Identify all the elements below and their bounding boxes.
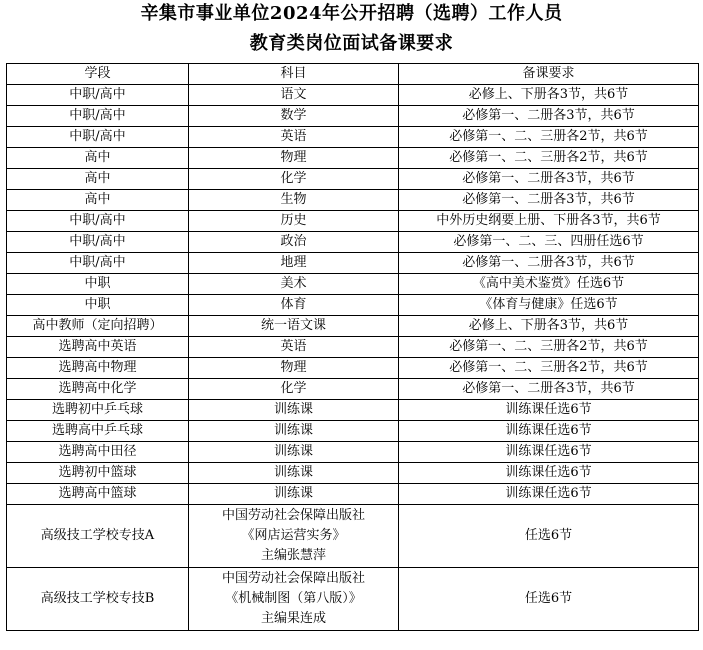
cell-requirement: 《高中美术鉴赏》任选6节 xyxy=(399,274,699,295)
table-row xyxy=(7,190,699,211)
cell-requirement: 必修第一、二册各3节，共6节 xyxy=(399,190,699,211)
table-row xyxy=(7,568,699,631)
cell-subject: 物理 xyxy=(189,358,399,379)
cell-requirement: 训练课任选6节 xyxy=(399,400,699,421)
cell-subject-line: 主编张慧萍 xyxy=(260,548,326,563)
cell-stage: 选聘初中篮球 xyxy=(7,463,189,484)
cell-subject: 历史 xyxy=(189,211,399,232)
table-row xyxy=(7,358,699,379)
cell-subject: 语文 xyxy=(189,85,399,106)
cell-requirement: 必修第一、二册各3节，共6节 xyxy=(399,253,699,274)
cell-stage: 选聘高中田径 xyxy=(7,442,189,463)
cell-subject-line: 主编果连成 xyxy=(260,611,326,626)
table-row xyxy=(7,274,699,295)
cell-subject: 美术 xyxy=(189,274,399,295)
table-row xyxy=(7,463,699,484)
cell-stage: 高中 xyxy=(7,148,189,169)
cell-subject: 化学 xyxy=(189,169,399,190)
cell-subject xyxy=(189,505,399,568)
cell-stage: 中职/高中 xyxy=(7,232,189,253)
table-row xyxy=(7,316,699,337)
requirements-table xyxy=(6,63,699,631)
table-header-row xyxy=(7,64,699,85)
table-row xyxy=(7,127,699,148)
table-row xyxy=(7,85,699,106)
cell-subject-line: 《机械制图（第八版）》 xyxy=(225,591,362,606)
table-row xyxy=(7,379,699,400)
table-body xyxy=(7,85,699,631)
cell-subject: 英语 xyxy=(189,127,399,148)
cell-subject: 统一语文课 xyxy=(189,316,399,337)
cell-requirement: 训练课任选6节 xyxy=(399,421,699,442)
cell-subject: 地理 xyxy=(189,253,399,274)
cell-requirement: 任选6节 xyxy=(399,505,699,568)
cell-requirement: 必修上、下册各3节，共6节 xyxy=(399,85,699,106)
header-requirement: 备课要求 xyxy=(399,64,699,85)
cell-requirement: 《体育与健康》任选6节 xyxy=(399,295,699,316)
cell-requirement: 必修第一、二册各3节，共6节 xyxy=(399,169,699,190)
cell-requirement: 训练课任选6节 xyxy=(399,442,699,463)
cell-subject: 化学 xyxy=(189,379,399,400)
cell-requirement: 必修第一、二、三册各2节，共6节 xyxy=(399,148,699,169)
cell-subject: 训练课 xyxy=(189,484,399,505)
table-row xyxy=(7,442,699,463)
cell-subject-line: 中国劳动社会保障出版社 xyxy=(221,508,365,523)
table-row xyxy=(7,295,699,316)
cell-subject-line: 中国劳动社会保障出版社 xyxy=(221,571,365,586)
header-stage: 学段 xyxy=(7,64,189,85)
cell-subject: 体育 xyxy=(189,295,399,316)
cell-subject xyxy=(189,568,399,631)
table-row xyxy=(7,148,699,169)
cell-requirement: 训练课任选6节 xyxy=(399,484,699,505)
cell-stage: 中职/高中 xyxy=(7,85,189,106)
cell-subject: 训练课 xyxy=(189,421,399,442)
cell-subject: 英语 xyxy=(189,337,399,358)
table-row xyxy=(7,421,699,442)
cell-subject: 政治 xyxy=(189,232,399,253)
cell-stage: 中职/高中 xyxy=(7,127,189,148)
cell-requirement: 任选6节 xyxy=(399,568,699,631)
cell-stage: 选聘高中英语 xyxy=(7,337,189,358)
document-title: 辛集市事业单位2024年公开招聘（选聘）工作人员 xyxy=(140,3,563,24)
cell-requirement: 必修第一、二、三册各2节，共6节 xyxy=(399,358,699,379)
cell-stage: 中职/高中 xyxy=(7,253,189,274)
cell-requirement: 必修第一、二、三、四册任选6节 xyxy=(399,232,699,253)
cell-stage: 中职/高中 xyxy=(7,106,189,127)
cell-stage: 选聘高中物理 xyxy=(7,358,189,379)
cell-stage: 选聘高中化学 xyxy=(7,379,189,400)
cell-requirement: 训练课任选6节 xyxy=(399,463,699,484)
table-row xyxy=(7,106,699,127)
cell-stage: 高中教师（定向招聘） xyxy=(7,316,189,337)
cell-subject: 训练课 xyxy=(189,463,399,484)
table-row xyxy=(7,484,699,505)
cell-subject: 物理 xyxy=(189,148,399,169)
cell-requirement: 必修上、下册各3节，共6节 xyxy=(399,316,699,337)
cell-stage: 选聘高中篮球 xyxy=(7,484,189,505)
cell-stage: 高级技工学校专技A xyxy=(7,505,189,568)
header-subject: 科目 xyxy=(189,64,399,85)
table-row xyxy=(7,505,699,568)
cell-stage: 选聘高中乒乓球 xyxy=(7,421,189,442)
table-row xyxy=(7,211,699,232)
cell-stage: 高中 xyxy=(7,169,189,190)
cell-stage: 选聘初中乒乓球 xyxy=(7,400,189,421)
cell-requirement: 必修第一、二册各3节，共6节 xyxy=(399,379,699,400)
cell-subject: 数学 xyxy=(189,106,399,127)
cell-requirement: 必修第一、二册各3节，共6节 xyxy=(399,106,699,127)
table-row xyxy=(7,400,699,421)
cell-requirement: 中外历史纲要上册、下册各3节，共6节 xyxy=(399,211,699,232)
cell-requirement: 必修第一、二、三册各2节，共6节 xyxy=(399,127,699,148)
cell-subject: 训练课 xyxy=(189,400,399,421)
cell-stage: 高中 xyxy=(7,190,189,211)
cell-stage: 高级技工学校专技B xyxy=(7,568,189,631)
cell-subject: 训练课 xyxy=(189,442,399,463)
table-row xyxy=(7,253,699,274)
cell-requirement: 必修第一、二、三册各2节，共6节 xyxy=(399,337,699,358)
cell-stage: 中职/高中 xyxy=(7,211,189,232)
table-row xyxy=(7,232,699,253)
cell-stage: 中职 xyxy=(7,295,189,316)
table-row xyxy=(7,337,699,358)
cell-subject-line: 《网店运营实务》 xyxy=(241,528,346,543)
table-row xyxy=(7,169,699,190)
cell-subject: 生物 xyxy=(189,190,399,211)
cell-stage: 中职 xyxy=(7,274,189,295)
document-subtitle: 教育类岗位面试备课要求 xyxy=(249,33,454,54)
